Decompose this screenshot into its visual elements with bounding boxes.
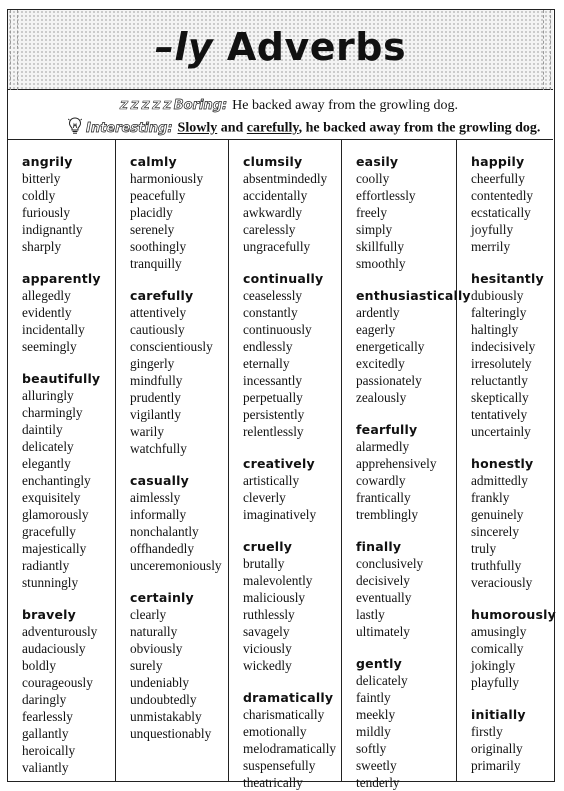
group-heading: fearfully: [356, 422, 418, 437]
synonym-word: accidentally: [243, 188, 308, 203]
group-heading: finally: [356, 539, 402, 554]
group-heading: honestly: [471, 456, 534, 471]
interesting-label: Interesting:: [86, 120, 173, 136]
synonym-word: cleverly: [243, 490, 286, 505]
synonym-word: incessantly: [243, 373, 303, 388]
synonym-word: veraciously: [471, 575, 533, 590]
synonym-word: contentedly: [471, 188, 534, 203]
synonym-word: delicately: [356, 673, 408, 688]
synonym-word: cheerfully: [471, 171, 525, 186]
synonym-word: haltingly: [471, 322, 519, 337]
adverb-group: [471, 455, 553, 591]
synonym-word: valiantly: [22, 760, 69, 775]
synonym-word: energetically: [356, 339, 425, 354]
lightbulb-icon: [68, 116, 82, 141]
adverb-column-1: [8, 140, 115, 782]
adverb-group: [130, 472, 228, 574]
synonym-word: tranquilly: [130, 256, 182, 271]
synonym-word: aimlessly: [130, 490, 181, 505]
synonym-word: peacefully: [130, 188, 186, 203]
synonym-word: fearlessly: [22, 709, 73, 724]
adverb-group: [22, 270, 115, 355]
synonym-word: unquestionably: [130, 726, 212, 741]
sleep-zzz-icon: Z Z Z Z Z: [120, 99, 171, 112]
synonym-word: perpetually: [243, 390, 303, 405]
synonym-word: offhandedly: [130, 541, 195, 556]
example-sentences: [8, 90, 553, 140]
synonym-word: continuously: [243, 322, 312, 337]
synonym-word: gracefully: [22, 524, 76, 539]
synonym-word: meekly: [356, 707, 396, 722]
boring-example: [120, 98, 458, 114]
synonym-word: ceaselessly: [243, 288, 303, 303]
synonym-word: alluringly: [22, 388, 74, 403]
adverb-group: [471, 153, 553, 255]
adverb-group: [243, 689, 341, 791]
synonym-word: playfully: [471, 675, 520, 690]
group-heading: carefully: [130, 288, 194, 303]
group-heading: angrily: [22, 154, 73, 169]
synonym-word: merrily: [471, 239, 511, 254]
synonym-word: sweetly: [356, 758, 397, 773]
synonym-word: surely: [130, 658, 163, 673]
synonym-word: lastly: [356, 607, 385, 622]
synonym-word: unmistakably: [130, 709, 202, 724]
synonym-word: originally: [471, 741, 523, 756]
group-heading: dramatically: [243, 690, 334, 705]
synonym-word: unceremoniously: [130, 558, 222, 573]
synonym-word: frantically: [356, 490, 411, 505]
synonym-word: emotionally: [243, 724, 307, 739]
synonym-word: constantly: [243, 305, 298, 320]
synonym-word: ultimately: [356, 624, 410, 639]
synonym-word: vigilantly: [130, 407, 181, 422]
synonym-word: artistically: [243, 473, 300, 488]
sentence-rest: , he backed away from the growling dog.: [298, 120, 541, 136]
group-heading: creatively: [243, 456, 315, 471]
synonym-word: warily: [130, 424, 164, 439]
synonym-word: stunningly: [22, 575, 79, 590]
adverb-group: [22, 606, 115, 776]
adverb-group: [471, 706, 553, 774]
synonym-word: firstly: [471, 724, 503, 739]
interesting-example: [68, 116, 540, 141]
synonym-word: jokingly: [471, 658, 516, 673]
synonym-word: freely: [356, 205, 388, 220]
boring-sentence: He backed away from the growling dog.: [232, 98, 459, 113]
synonym-word: undoubtedly: [130, 692, 197, 707]
synonym-word: awkwardly: [243, 205, 303, 220]
page-title: [8, 25, 553, 69]
word-columns: [8, 140, 556, 790]
synonym-word: maliciously: [243, 590, 306, 605]
synonym-word: evidently: [22, 305, 72, 320]
group-heading: bravely: [22, 607, 77, 622]
synonym-word: savagely: [243, 624, 290, 639]
synonym-word: softly: [356, 741, 387, 756]
adverb-group: [356, 421, 456, 523]
adverb-group: [243, 270, 341, 440]
synonym-word: serenely: [130, 222, 175, 237]
title-text: Adverbs: [213, 25, 407, 69]
synonym-word: attentively: [130, 305, 187, 320]
synonym-word: allegedly: [22, 288, 71, 303]
interesting-sentence: [178, 121, 541, 136]
group-heading: initially: [471, 707, 526, 722]
group-heading: enthusiastically: [356, 288, 471, 303]
group-heading: apparently: [22, 271, 101, 286]
synonym-word: comically: [471, 641, 524, 656]
adverb-group: [471, 270, 553, 440]
synonym-word: radiantly: [22, 558, 70, 573]
synonym-word: tremblingly: [356, 507, 419, 522]
synonym-word: skillfully: [356, 239, 405, 254]
synonym-word: persistently: [243, 407, 305, 422]
synonym-word: indignantly: [22, 222, 83, 237]
synonym-word: courageously: [22, 675, 93, 690]
title-banner: [8, 10, 553, 90]
synonym-word: glamorously: [22, 507, 89, 522]
group-heading: humorously: [471, 607, 556, 622]
synonym-word: tentatively: [471, 407, 528, 422]
synonym-word: conscientiously: [130, 339, 213, 354]
synonym-word: cautiously: [130, 322, 185, 337]
group-heading: casually: [130, 473, 189, 488]
synonym-word: enchantingly: [22, 473, 91, 488]
synonym-word: reluctantly: [471, 373, 528, 388]
synonym-word: charmingly: [22, 405, 83, 420]
synonym-word: harmoniously: [130, 171, 204, 186]
synonym-word: irresolutely: [471, 356, 532, 371]
synonym-word: informally: [130, 507, 187, 522]
sentence-connector: and: [217, 120, 247, 136]
synonym-word: majestically: [22, 541, 87, 556]
synonym-word: seemingly: [22, 339, 77, 354]
synonym-word: absentmindedly: [243, 171, 328, 186]
synonym-word: incidentally: [22, 322, 85, 337]
synonym-word: charismatically: [243, 707, 325, 722]
synonym-word: audaciously: [22, 641, 86, 656]
synonym-word: simply: [356, 222, 393, 237]
adverb-group: [471, 606, 556, 691]
synonym-word: eagerly: [356, 322, 396, 337]
synonym-word: ardently: [356, 305, 400, 320]
synonym-word: elegantly: [22, 456, 71, 471]
adverb-group: [356, 287, 471, 406]
synonym-word: primarily: [471, 758, 521, 773]
synonym-word: amusingly: [471, 624, 527, 639]
synonym-word: zealously: [356, 390, 407, 405]
synonym-word: uncertainly: [471, 424, 531, 439]
synonym-word: viciously: [243, 641, 292, 656]
synonym-word: heroically: [22, 743, 76, 758]
synonym-word: daringly: [22, 692, 67, 707]
synonym-word: gallantly: [22, 726, 69, 741]
adverb-group: [356, 538, 456, 640]
adverb-group: [243, 455, 341, 523]
group-heading: continually: [243, 271, 324, 286]
synonym-word: truly: [471, 541, 497, 556]
boring-label: Boring:: [173, 98, 228, 113]
group-heading: easily: [356, 154, 399, 169]
worksheet: [7, 9, 556, 790]
adverb-group: [22, 370, 115, 591]
synonym-word: mindfully: [130, 373, 183, 388]
synonym-word: furiously: [22, 205, 71, 220]
synonym-word: smoothly: [356, 256, 406, 271]
synonym-word: gingerly: [130, 356, 175, 371]
synonym-word: cowardly: [356, 473, 406, 488]
synonym-word: tenderly: [356, 775, 400, 790]
title-suffix: –ly: [154, 25, 214, 69]
synonym-word: malevolently: [243, 573, 313, 588]
synonym-word: boldly: [22, 658, 56, 673]
synonym-word: truthfully: [471, 558, 522, 573]
synonym-word: melodramatically: [243, 741, 337, 756]
synonym-word: nonchalantly: [130, 524, 199, 539]
synonym-word: conclusively: [356, 556, 424, 571]
synonym-word: suspensefully: [243, 758, 316, 773]
synonym-word: relentlessly: [243, 424, 304, 439]
synonym-word: endlessly: [243, 339, 293, 354]
synonym-word: effortlessly: [356, 188, 416, 203]
synonym-word: naturally: [130, 624, 178, 639]
highlighted-adverb-2: carefully: [246, 120, 299, 136]
synonym-word: wickedly: [243, 658, 292, 673]
synonym-word: skeptically: [471, 390, 529, 405]
synonym-word: coolly: [356, 171, 390, 186]
synonym-word: apprehensively: [356, 456, 437, 471]
synonym-word: adventurously: [22, 624, 98, 639]
group-heading: beautifully: [22, 371, 101, 386]
synonym-word: imaginatively: [243, 507, 317, 522]
synonym-word: placidly: [130, 205, 173, 220]
synonym-word: alarmedly: [356, 439, 410, 454]
adverb-group: [130, 589, 228, 742]
group-heading: calmly: [130, 154, 177, 169]
synonym-word: frankly: [471, 490, 510, 505]
adverb-group: [356, 655, 456, 791]
group-heading: happily: [471, 154, 525, 169]
synonym-word: eventually: [356, 590, 412, 605]
adverb-group: [130, 287, 228, 457]
synonym-word: obviously: [130, 641, 183, 656]
synonym-word: watchfully: [130, 441, 187, 456]
synonym-word: genuinely: [471, 507, 524, 522]
adverb-group: [243, 153, 341, 255]
synonym-word: ungracefully: [243, 239, 311, 254]
synonym-word: undeniably: [130, 675, 190, 690]
adverb-group: [243, 538, 341, 674]
synonym-word: soothingly: [130, 239, 187, 254]
synonym-word: mildly: [356, 724, 391, 739]
synonym-word: theatrically: [243, 775, 303, 790]
synonym-word: sharply: [22, 239, 62, 254]
synonym-word: faintly: [356, 690, 391, 705]
adverb-column-2: [115, 140, 228, 782]
highlighted-adverb-1: Slowly: [177, 120, 218, 136]
synonym-word: sincerely: [471, 524, 519, 539]
adverb-column-3: [228, 140, 341, 790]
synonym-word: falteringly: [471, 305, 527, 320]
adverb-column-4: [341, 140, 471, 790]
synonym-word: excitedly: [356, 356, 405, 371]
synonym-word: prudently: [130, 390, 181, 405]
group-heading: clumsily: [243, 154, 303, 169]
synonym-word: bitterly: [22, 171, 61, 186]
synonym-word: coldly: [22, 188, 56, 203]
synonym-word: delicately: [22, 439, 74, 454]
synonym-word: brutally: [243, 556, 285, 571]
synonym-word: indecisively: [471, 339, 536, 354]
synonym-word: exquisitely: [22, 490, 81, 505]
adverb-group: [22, 153, 115, 255]
synonym-word: dubiously: [471, 288, 524, 303]
synonym-word: passionately: [356, 373, 422, 388]
synonym-word: decisively: [356, 573, 410, 588]
group-heading: gently: [356, 656, 402, 671]
synonym-word: eternally: [243, 356, 290, 371]
adverb-group: [356, 153, 456, 272]
group-heading: hesitantly: [471, 271, 544, 286]
adverb-group: [130, 153, 228, 272]
group-heading: cruelly: [243, 539, 293, 554]
synonym-word: joyfully: [471, 222, 514, 237]
group-heading: certainly: [130, 590, 194, 605]
synonym-word: ecstatically: [471, 205, 531, 220]
synonym-word: admittedly: [471, 473, 528, 488]
adverb-column-5: [456, 140, 556, 782]
synonym-word: ruthlessly: [243, 607, 295, 622]
synonym-word: clearly: [130, 607, 167, 622]
synonym-word: daintily: [22, 422, 63, 437]
synonym-word: carelessly: [243, 222, 296, 237]
